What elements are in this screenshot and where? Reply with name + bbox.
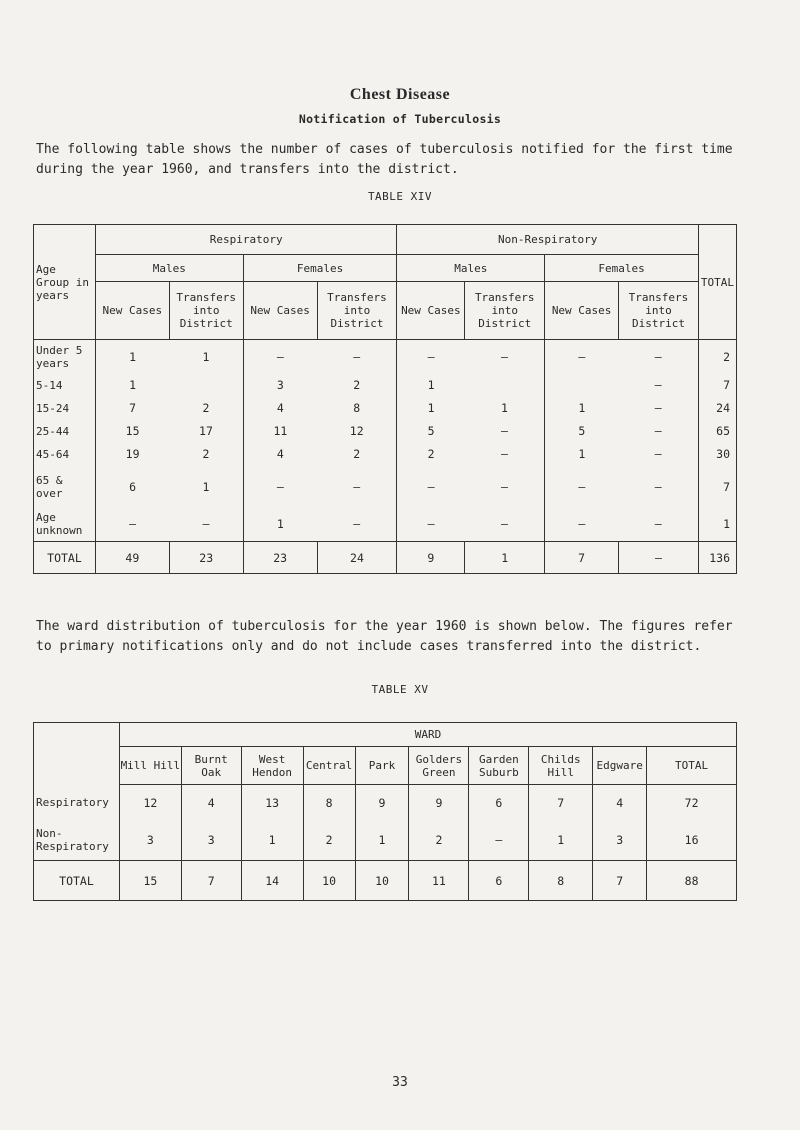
row-total-cell: 1 <box>698 508 736 542</box>
table-xv-body <box>34 785 737 901</box>
total-value-cell: 7 <box>181 861 241 901</box>
non-respiratory-header: Non-Respiratory <box>397 225 699 255</box>
value-cell: 3 <box>276 378 284 392</box>
value-cell: 3 <box>181 821 241 861</box>
table-xv <box>33 722 737 901</box>
value-cell: 1 <box>95 340 169 374</box>
value-cell: 3 <box>119 821 181 861</box>
value-cell: 17 <box>169 420 243 443</box>
value-cell: 7 <box>129 401 137 415</box>
value-cell: – <box>619 374 699 397</box>
resp-females-header: Females <box>243 255 397 282</box>
value-cell: 2 <box>427 447 435 461</box>
value-cell: – <box>95 508 169 542</box>
total-value-cell: 10 <box>303 861 355 901</box>
nonresp-females-header: Females <box>545 255 699 282</box>
value-cell: – <box>276 479 284 494</box>
value-cell: 1 <box>129 378 137 392</box>
value-cell: 11 <box>273 424 288 438</box>
table-xiv <box>33 224 737 574</box>
value-cell: – <box>465 420 545 443</box>
value-cell: 4 <box>276 447 284 461</box>
total-value-cell: 7 <box>593 861 647 901</box>
value-cell: 9 <box>409 785 469 821</box>
ward-column-header: Burnt Oak <box>181 747 241 785</box>
value-cell: – <box>465 508 545 542</box>
value-cell: 2 <box>169 397 243 420</box>
ward-paragraph: The ward distribution of tuberculosis for the year 1960 is shown below. The figures refer to primary notifications only and do not include cases transferred into the district. <box>36 619 733 654</box>
row-total-cell: 16 <box>647 821 737 861</box>
total-value-cell: 15 <box>119 861 181 901</box>
table-row <box>34 821 737 861</box>
value-cell: 2 <box>169 443 243 466</box>
age-group-header: Age Group in years <box>34 225 96 340</box>
row-total-cell: 72 <box>647 785 737 821</box>
value-cell: – <box>397 340 465 374</box>
value-cell: 2 <box>409 821 469 861</box>
ward-column-header: Garden Suburb <box>469 747 529 785</box>
value-cell: 1 <box>578 401 586 415</box>
value-cell: 12 <box>317 420 397 443</box>
value-cell: 1 <box>529 821 593 861</box>
value-cell: – <box>619 420 699 443</box>
table-xv-caption: TABLE XV <box>371 683 429 696</box>
age-group-cell: 45-64 <box>34 443 96 466</box>
value-cell: – <box>578 479 586 494</box>
table-row <box>34 397 737 420</box>
value-cell: – <box>545 508 619 542</box>
value-cell: – <box>465 466 545 508</box>
value-cell: – <box>619 466 699 508</box>
nonresp-female-transfers-header: Transfers into District <box>619 282 699 340</box>
table-row <box>34 466 737 508</box>
value-cell: 1 <box>578 447 586 461</box>
nonresp-males-header: Males <box>397 255 545 282</box>
value-cell: – <box>427 479 435 494</box>
table-xiv-body <box>34 340 737 574</box>
value-cell: – <box>619 443 699 466</box>
ward-column-header: Mill Hill <box>119 747 181 785</box>
ward-columns-row <box>34 747 737 785</box>
value-cell: 8 <box>303 785 355 821</box>
value-cell: – <box>545 340 619 374</box>
page-number: 33 <box>392 1075 408 1090</box>
row-label-cell: Non-Respiratory <box>34 821 120 861</box>
value-cell: 7 <box>529 785 593 821</box>
value-cell: 1 <box>427 401 435 415</box>
ward-corner-cell <box>34 723 120 785</box>
value-cell: 4 <box>181 785 241 821</box>
row-total-cell: 24 <box>698 397 736 420</box>
total-value-cell: 1 <box>465 542 545 574</box>
total-row <box>34 542 737 574</box>
age-group-cell: 15-24 <box>34 397 96 420</box>
value-cell: – <box>243 340 317 374</box>
intro-paragraph: The following table shows the number of cases of tuberculosis notified for the first time during the year 1960, and transfers into the district. <box>36 142 733 177</box>
ward-column-header: Central <box>303 747 355 785</box>
total-value-cell: 11 <box>409 861 469 901</box>
row-total-cell: 7 <box>698 374 736 397</box>
row-total-cell: 30 <box>698 443 736 466</box>
table-row <box>34 785 737 821</box>
total-header: TOTAL <box>698 225 736 340</box>
resp-male-transfers-header: Transfers into District <box>169 282 243 340</box>
age-group-cell: Age unknown <box>34 508 96 542</box>
value-cell: 4 <box>593 785 647 821</box>
value-cell: 1 <box>169 340 243 374</box>
total-value-cell: 49 <box>95 542 169 574</box>
value-cell: 8 <box>317 397 397 420</box>
value-cell: – <box>317 508 397 542</box>
respiratory-header: Respiratory <box>95 225 397 255</box>
value-cell: 1 <box>241 821 303 861</box>
row-total-cell: 2 <box>698 340 736 374</box>
ward-column-header: TOTAL <box>647 747 737 785</box>
total-value-cell: 6 <box>469 861 529 901</box>
total-value-cell: 9 <box>397 542 465 574</box>
value-cell: 6 <box>469 785 529 821</box>
total-label-cell: TOTAL <box>34 861 120 901</box>
total-value-cell: 136 <box>698 542 736 574</box>
value-cell: 1 <box>355 821 409 861</box>
ward-column-header: Golders Green <box>409 747 469 785</box>
value-cell: 9 <box>355 785 409 821</box>
value-cell <box>465 374 545 397</box>
value-cell: – <box>619 508 699 542</box>
ward-column-header: Park <box>355 747 409 785</box>
value-cell: 6 <box>129 479 137 494</box>
total-value-cell: 23 <box>243 542 317 574</box>
resp-male-new-cases-header: New Cases <box>95 282 169 340</box>
table-row <box>34 374 737 397</box>
value-cell: 19 <box>125 447 140 461</box>
value-cell <box>545 374 619 397</box>
value-cell: – <box>469 821 529 861</box>
value-cell: – <box>397 508 465 542</box>
total-value-cell: 23 <box>169 542 243 574</box>
table-row <box>34 420 737 443</box>
page-subtitle: Notification of Tuberculosis <box>298 112 502 126</box>
value-cell: 5 <box>578 424 586 438</box>
value-cell: – <box>465 340 545 374</box>
total-value-cell: 88 <box>647 861 737 901</box>
ward-header: WARD <box>119 723 736 747</box>
value-cell: 1 <box>169 466 243 508</box>
total-value-cell: 10 <box>355 861 409 901</box>
ward-column-header: West Hendon <box>241 747 303 785</box>
total-value-cell: 8 <box>529 861 593 901</box>
value-cell: 2 <box>317 443 397 466</box>
total-value-cell: 24 <box>317 542 397 574</box>
value-cell: 1 <box>465 397 545 420</box>
value-cell: 1 <box>427 378 435 392</box>
ward-column-header: Childs Hill <box>529 747 593 785</box>
value-cell: 3 <box>593 821 647 861</box>
value-cell: 15 <box>125 424 140 438</box>
value-cell: 12 <box>119 785 181 821</box>
table-row <box>34 508 737 542</box>
value-cell <box>169 374 243 397</box>
table-row <box>34 443 737 466</box>
total-value-cell: – <box>619 542 699 574</box>
value-cell: 4 <box>276 401 284 415</box>
value-cell: – <box>317 340 397 374</box>
value-cell: – <box>317 466 397 508</box>
total-label-cell: TOTAL <box>34 542 96 574</box>
value-cell: – <box>465 443 545 466</box>
resp-males-header: Males <box>95 255 243 282</box>
row-total-cell: 65 <box>698 420 736 443</box>
row-label-cell: Respiratory <box>34 785 120 821</box>
value-cell: 1 <box>243 508 317 542</box>
value-cell: – <box>619 340 699 374</box>
nonresp-male-new-cases-header: New Cases <box>397 282 465 340</box>
row-total-cell: 7 <box>698 466 736 508</box>
table-row <box>34 340 737 374</box>
resp-female-transfers-header: Transfers into District <box>317 282 397 340</box>
nonresp-male-transfers-header: Transfers into District <box>465 282 545 340</box>
total-row <box>34 861 737 901</box>
age-group-cell: 25-44 <box>34 420 96 443</box>
table-xiv-caption: TABLE XIV <box>367 190 433 203</box>
age-group-cell: Under 5 years <box>34 340 96 374</box>
value-cell: 2 <box>317 374 397 397</box>
resp-female-new-cases-header: New Cases <box>243 282 317 340</box>
ward-column-header: Edgware <box>593 747 647 785</box>
value-cell: 2 <box>303 821 355 861</box>
total-value-cell: 7 <box>545 542 619 574</box>
value-cell: 13 <box>241 785 303 821</box>
age-group-cell: 5-14 <box>34 374 96 397</box>
age-group-cell: 65 & over <box>34 466 96 508</box>
nonresp-female-new-cases-header: New Cases <box>545 282 619 340</box>
page-title: Chest Disease <box>349 86 451 103</box>
total-value-cell: 14 <box>241 861 303 901</box>
value-cell: – <box>619 397 699 420</box>
value-cell: – <box>169 508 243 542</box>
value-cell: 5 <box>427 424 435 438</box>
